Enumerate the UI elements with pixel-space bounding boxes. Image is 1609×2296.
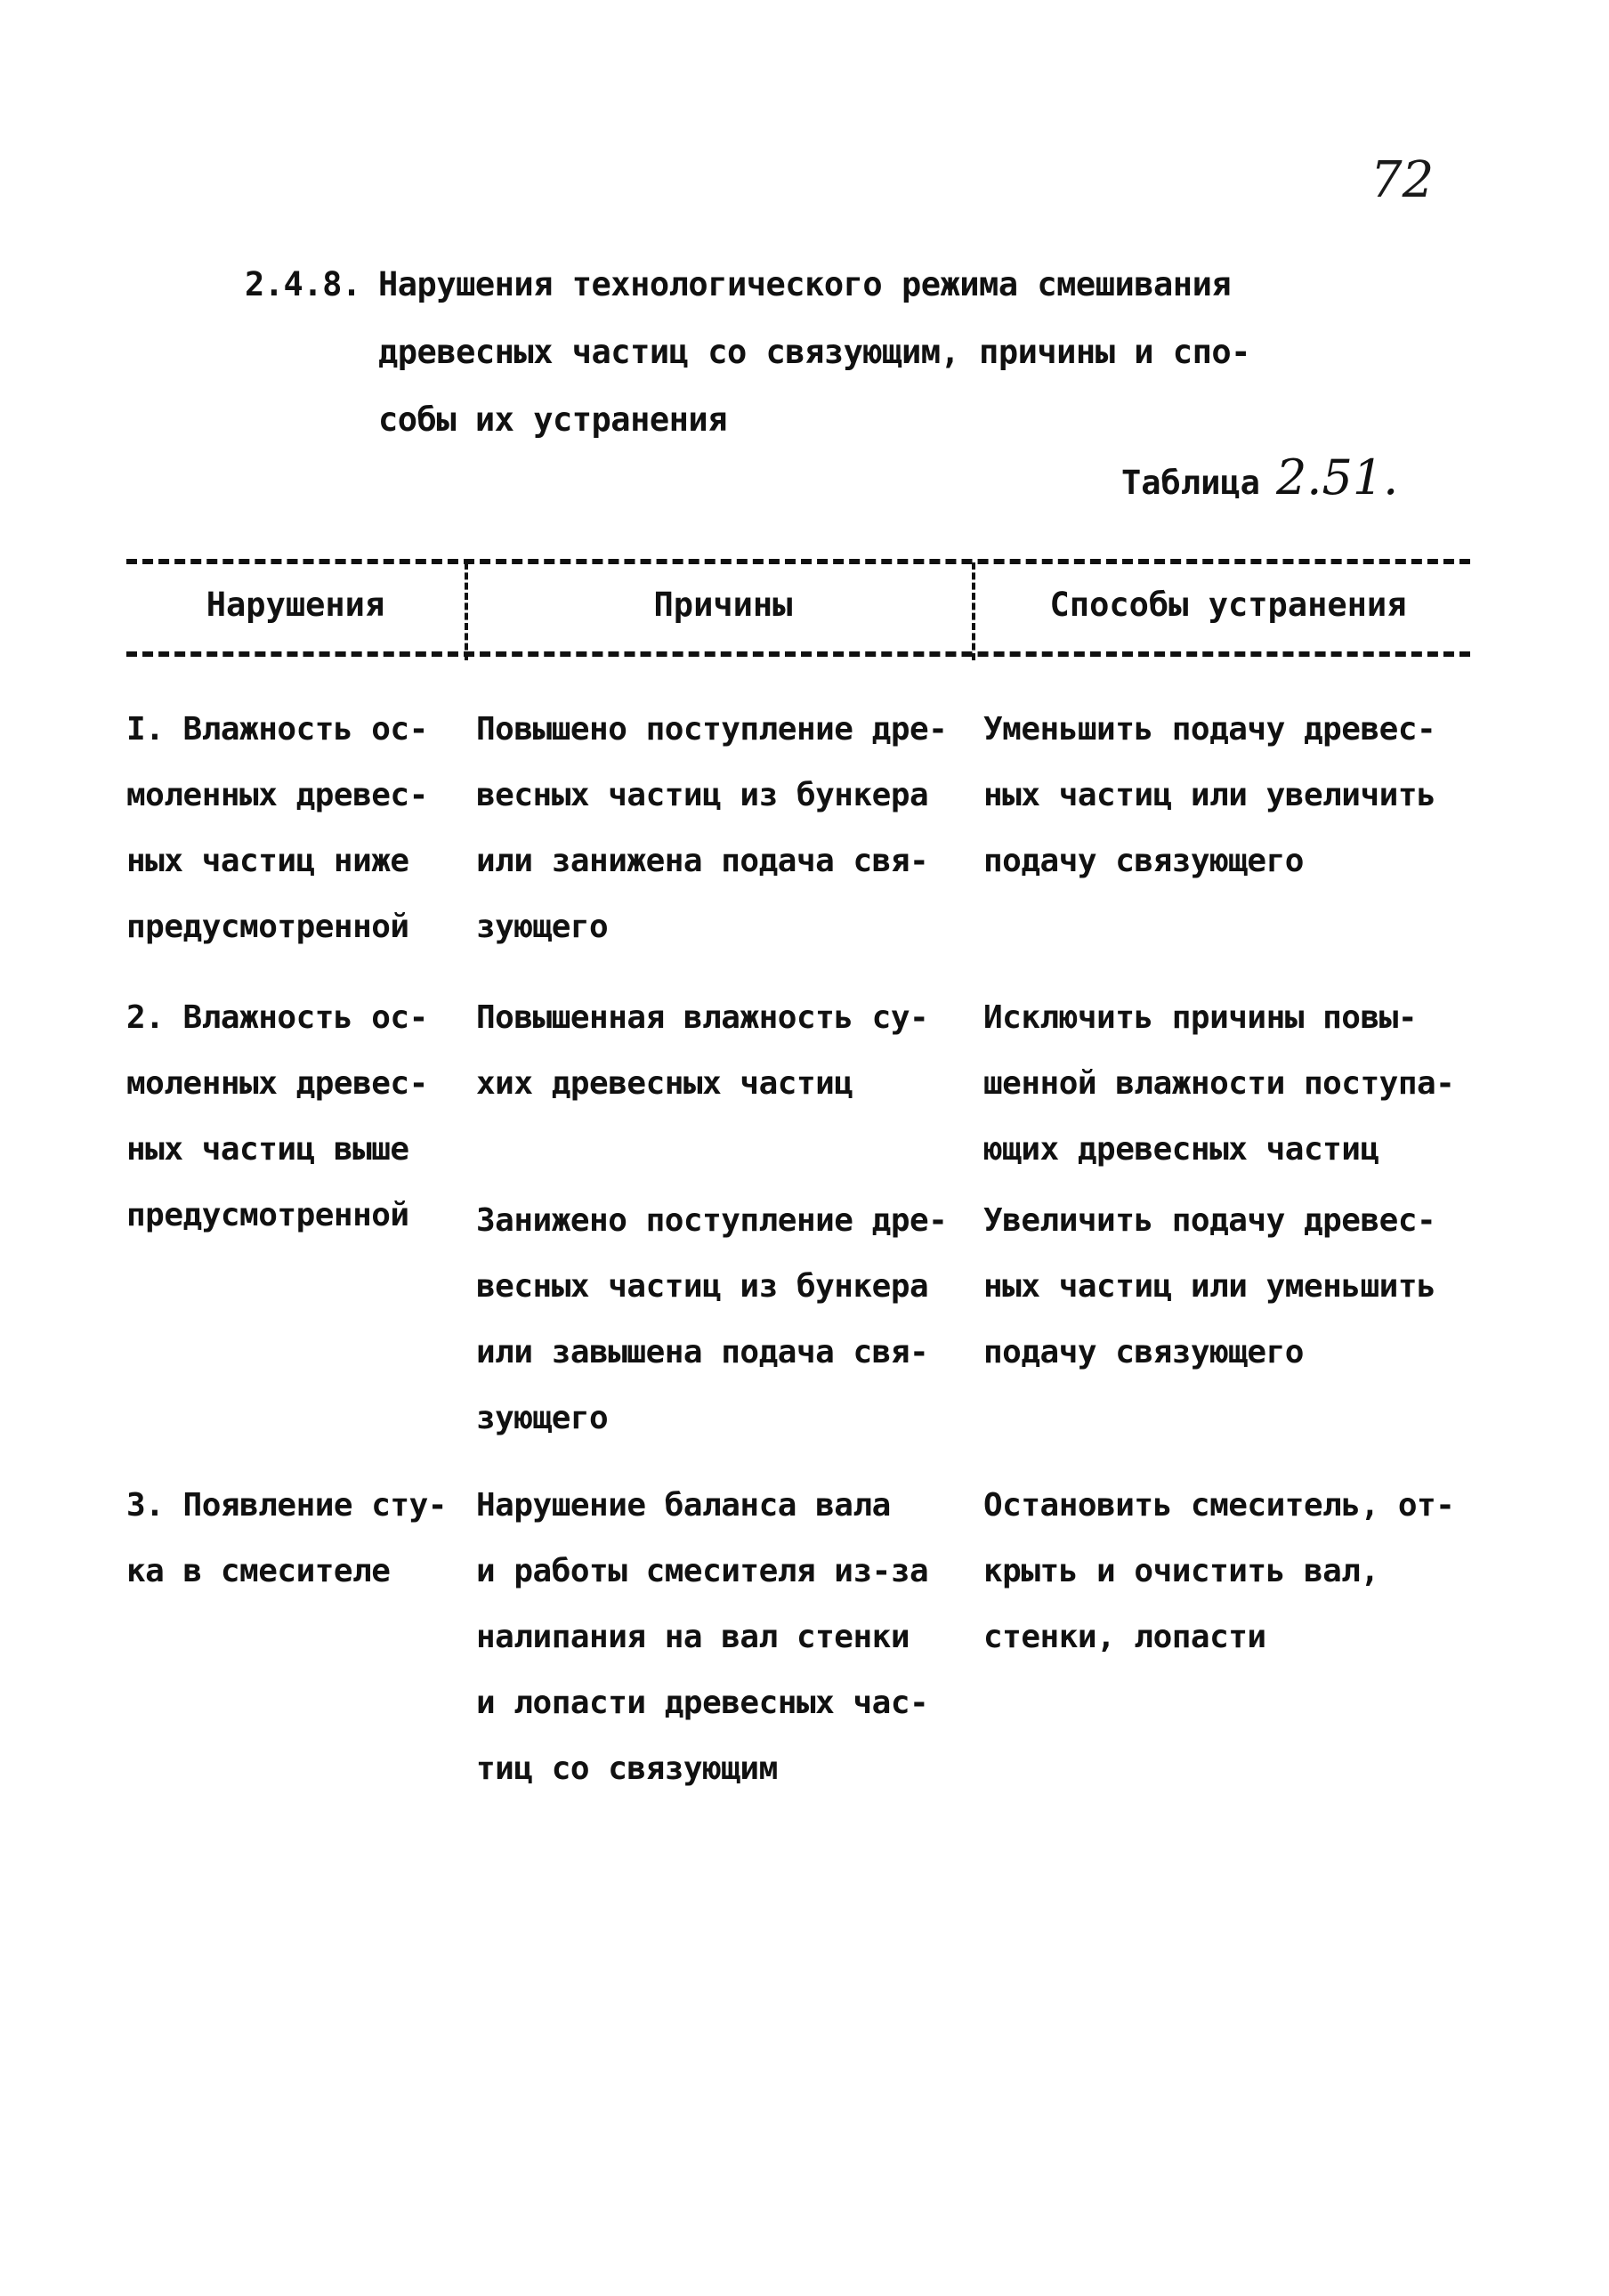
table-header-rule [126, 651, 1470, 657]
row-2-remedy-2: Увеличить подачу древес- ных частиц или уменьшить подачу связующего [983, 1202, 1436, 1370]
column-separator [972, 562, 975, 660]
section-number: 2.4.8. [245, 265, 361, 303]
row-3-cause: Нарушение баланса вала и работы смесителя из-за налипания на вал стенки и лопасти древесных час- тиц со связующим [476, 1487, 929, 1787]
row-2-cause-1: Повышенная влажность су- хих древесных частиц [476, 999, 929, 1102]
column-header-remedies: Способы устранения [1049, 586, 1407, 624]
row-3-violation: 3. Появление сту- ка в смесителе [126, 1487, 447, 1589]
table-top-rule [126, 559, 1470, 564]
column-header-violations: Нарушения [206, 586, 385, 624]
row-2-violation: 2. Влажность ос- моленных древес- ных частиц выше предусмотренной [126, 999, 428, 1233]
section-title: Нарушения технологического режима смешивания древесных частиц со связующим, причины и спо- собы их устранения [378, 265, 1250, 439]
row-1-violation: I. Влажность ос- моленных древес- ных частиц ниже предусмотренной [126, 711, 428, 945]
table-caption-label: Таблица [1121, 464, 1260, 502]
row-2-cause-2: Занижено поступление дре- весных частиц из бункера или завышена подача свя- зующего [476, 1202, 948, 1436]
row-1-cause: Повышено поступление дре- весных частиц из бункера или занижена подача свя- зующего [476, 711, 948, 945]
table-caption-number: 2.51. [1275, 449, 1399, 505]
page-number: 72 [1370, 151, 1435, 209]
section-heading [245, 251, 1339, 454]
column-separator [465, 562, 468, 660]
table-caption [1121, 449, 1398, 505]
row-2-remedy-1: Исключить причины повы- шенной влажности поступа- ющих древесных частиц [983, 999, 1455, 1168]
column-header-causes: Причины [653, 586, 793, 624]
row-3-remedy: Остановить смеситель, от- крыть и очистить вал, стенки, лопасти [983, 1487, 1455, 1655]
row-1-remedy: Уменьшить подачу древес- ных частиц или увеличить подачу связующего [983, 711, 1436, 879]
